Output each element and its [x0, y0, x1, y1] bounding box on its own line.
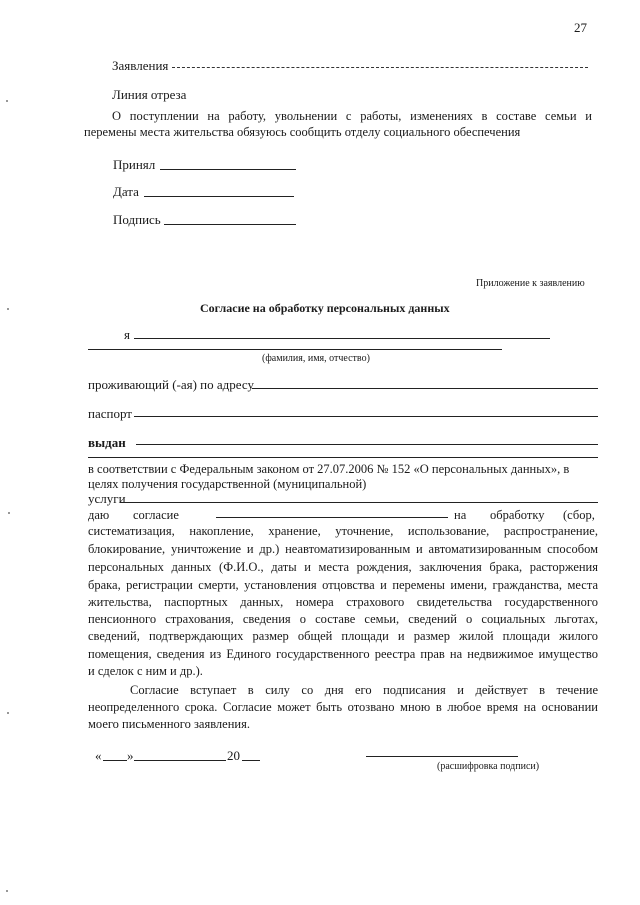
zayavleniya-label: Заявления: [112, 58, 169, 73]
body-line-last: и сделок с ним и др.).: [88, 664, 203, 678]
consent-field: [216, 517, 448, 518]
law-line-2: целях получения государственной (муниципальной): [88, 477, 367, 491]
issued-label: выдан: [88, 435, 126, 450]
obligation-line-1: О поступлении на работу, увольнении с работы, изменениях в составе семьи и: [112, 109, 592, 123]
consent-title: Согласие на обработку персональных данных: [200, 301, 450, 315]
issued-field-line-1: [136, 444, 598, 445]
body-line-3: персональных данных (Ф.И.О., даты и места рождения, заключения брака, расторжения: [88, 560, 598, 574]
body-line-5: жительства, паспортных данных, номера страхового свидетельства государственного: [88, 595, 598, 609]
passport-field: [134, 416, 598, 417]
year-field: [242, 760, 260, 761]
consent-word-soglasie: согласие: [133, 508, 179, 522]
fio-field-line-2: [88, 349, 502, 350]
date-close-quote: »: [127, 748, 134, 763]
obligation-line-2: перемены места жительства обязуюсь сообщить отделу социального обеспечения: [84, 125, 521, 139]
signature-field: [164, 224, 296, 225]
day-field: [103, 760, 127, 761]
service-label: услуги: [88, 491, 126, 506]
address-field: [252, 388, 598, 389]
body-line-1: систематизация, накопление, хранение, уточнение, использование, распространение,: [88, 524, 598, 538]
scan-speck: [7, 308, 9, 310]
scan-speck: [7, 712, 9, 714]
passport-label: паспорт: [88, 406, 132, 421]
signature-label: Подпись: [113, 212, 161, 227]
year-prefix: 20: [227, 748, 240, 763]
ya-label: я: [124, 327, 130, 342]
date-label: Дата: [113, 184, 139, 199]
consent-word-dayu: даю: [88, 508, 110, 522]
service-field: [120, 502, 598, 503]
month-field: [134, 760, 226, 761]
body-line-7: сведений, подтверждающих размер общей площади и размер жилой площади жилого: [88, 629, 598, 643]
appendix-label: Приложение к заявлению: [476, 278, 585, 289]
cut-line-label: Линия отреза: [112, 87, 187, 102]
signature-decode-field: [366, 756, 518, 757]
cut-dashed-line: [172, 67, 588, 68]
scan-speck: [6, 100, 8, 102]
consent-word-obrabotku: обработку: [490, 508, 545, 522]
consent-word-na: на: [454, 508, 467, 522]
accepted-label: Принял: [113, 157, 156, 172]
issued-field-line-2: [88, 457, 598, 458]
address-label: проживающий (-ая) по адресу: [88, 377, 254, 392]
body-line-8: помещения, сведения из Единого государственного реестра прав на недвижимое имущество: [88, 647, 598, 661]
scan-speck: [8, 512, 10, 514]
date-field: [144, 196, 294, 197]
accepted-field: [160, 169, 296, 170]
validity-line-1: Согласие вступает в силу со дня его подписания и действует в течение: [130, 683, 598, 697]
body-line-6: пенсионного страхования, сведения о составе семьи, сведений о социальных льготах,: [88, 612, 598, 626]
scan-speck: [6, 890, 8, 892]
law-line-1: в соответствии с Федеральным законом от 27.07.2006 № 152 «О персональных данных», в: [88, 462, 570, 476]
page-number: 27: [574, 20, 587, 35]
fio-caption: (фамилия, имя, отчество): [262, 353, 370, 364]
validity-line-2: неопределенного срока. Согласие может быть отозвано мною в любое время на основании: [88, 700, 598, 714]
fio-field-line-1: [134, 338, 550, 339]
date-open-quote: «: [95, 748, 102, 763]
body-line-2: блокирование, уничтожение и др.) неавтоматизированным и автоматизированным способом: [88, 542, 598, 556]
validity-line-last: моего письменного заявления.: [88, 717, 250, 731]
signature-decode-caption: (расшифровка подписи): [437, 761, 540, 772]
consent-word-sbor: (сбор,: [563, 508, 595, 522]
body-line-4: брака, регистрации смерти, установления отцовства и перемены имени, гражданства, места: [88, 578, 598, 592]
